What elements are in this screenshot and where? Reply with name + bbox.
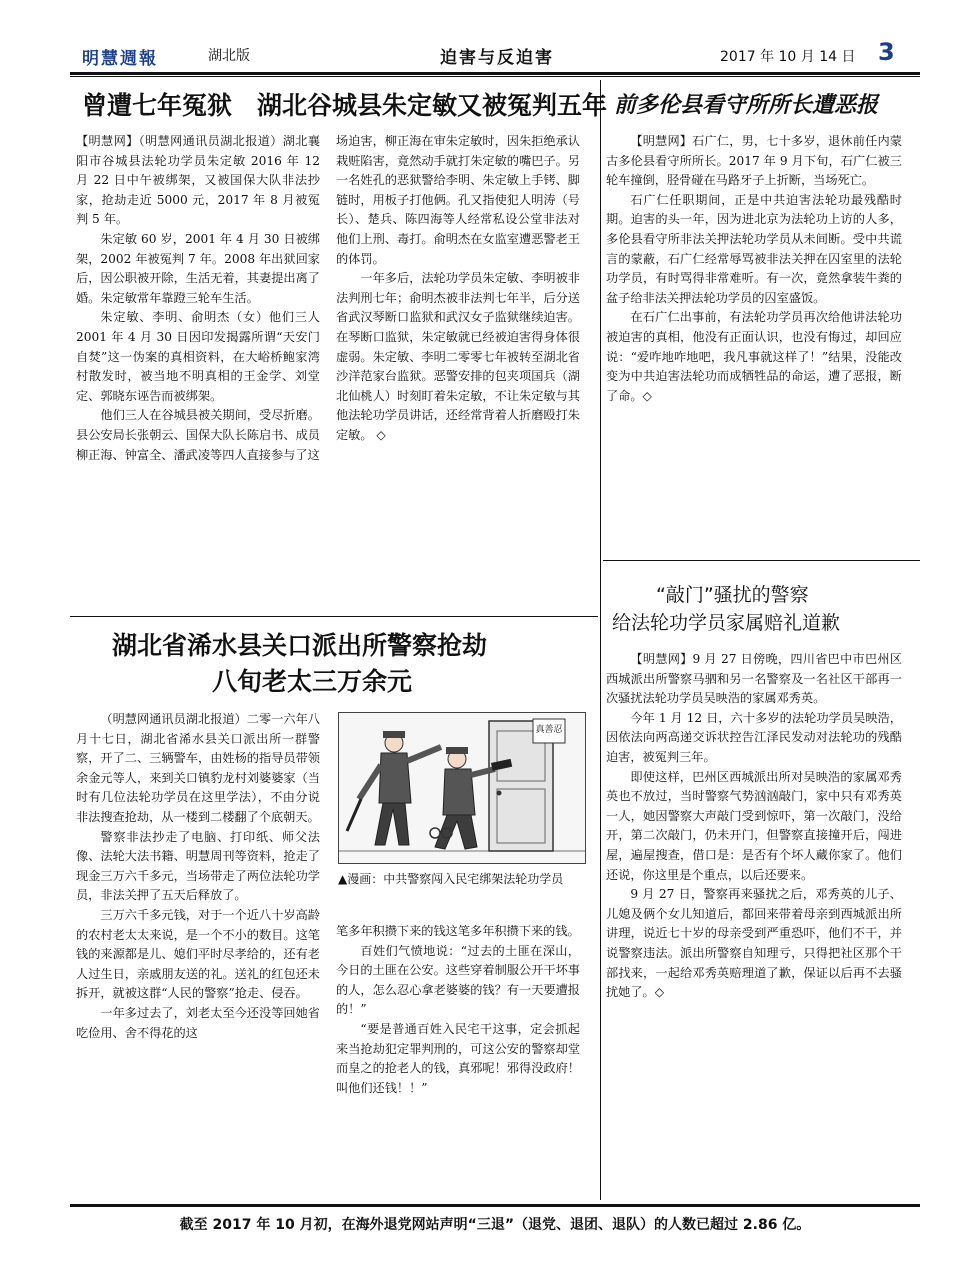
- article1-col2-para: 场迫害，柳正海在审朱定敏时，因朱拒绝承认栽赃陷害，竟然动手就打朱定敏的嘴巴子。另一名姓孔的恶狱警给李明、朱定敏上手铐、脚链时，用板子打他俩。孔又指使犯人明涛（号长）、楚兵、陈四海等人经常私设公堂非法对他们上刑、毒打。俞明杰在女监室遭恶警老王的体罚。: [336, 134, 580, 266]
- page-header: [70, 38, 920, 72]
- article1-title: 曾遭七年冤狱 湖北谷城县朱定敏又被冤判五年: [82, 91, 608, 120]
- header-rule-thin: [70, 76, 920, 77]
- column-divider: [600, 80, 601, 1200]
- illustration-caption: ▲漫画：中共警察闯入民宅绑架法轮功学员: [338, 872, 564, 886]
- article1-col2: [336, 132, 580, 446]
- article1-col1: [76, 132, 320, 465]
- article-divider-left: [70, 616, 598, 617]
- footer-notice: 截至 2017 年 10 月初，在海外退党网站声明“三退”（退党、退团、退队）的人数已超过 2.86 亿。: [179, 1217, 811, 1233]
- article3-para: 在石广仁出事前，有法轮功学员再次给他讲法轮功被迫害的真相，他没有正面认识，也没有悔过，却回应说：“爱咋地咋地吧，我凡事就这样了！”结果，没能改变为中共迫害法轮功而成牺牲品的命运，遭了恶报，断了命。◇: [606, 310, 902, 403]
- article2-col1-para: 警察非法抄走了电脑、打印纸、师父法像、法轮大法书籍、明慧周刊等资料，抢走了现金三万六千多元，当场带走了两位法轮功学员，非法关押了五天后释放了。: [76, 829, 320, 903]
- article2-col2-para: 笔多年积攒下来的钱这笔多年积攒下来的钱。: [336, 924, 580, 938]
- article4-para: 9 月 27 日，警察再来骚扰之后，邓秀英的儿子、儿媳及俩个女儿知道后，都回来带着母亲到西城派出所讲理，说近七十岁的母亲受到严重恐吓，他们不干，并说警察违法。派出所警察自知理亏，只得把社区那个干部找来，一起给邓秀英赔理道了歉，保证以后再不去骚扰她了。◇: [606, 887, 902, 1000]
- article-divider-right: [603, 560, 920, 561]
- police-raid-cartoon-icon: [339, 713, 585, 863]
- article2-col1-para: 一年多过去了，刘老太至今还没等回她省吃俭用、舍不得花的这: [76, 1005, 320, 1040]
- article4-title-line1: “敲门”骚扰的警察: [656, 584, 809, 606]
- article4-para: 即使这样，巴州区西城派出所对吴映浩的家属邓秀英也不放过，当时警察气势汹汹敲门，家中只有邓秀英一人，她因警察大声敲门受到惊吓，第一次敲门，没给开，第二次敲门，仍未开门，但警察直接撞开后，闯进屋，遍屋搜查，借口是：是否有个坏人藏你家了。他们还说，你这里是个重点，以后还要来。: [606, 769, 902, 882]
- article2-title-line1: 湖北省浠水县关口派出所警察抢劫: [112, 631, 488, 660]
- article4-para: 今年 1 月 12 日，六十多岁的法轮功学员吴映浩，因依法向两高递交诉状控告江泽民发动对法轮功的残酷迫害，被冤判三年。: [606, 710, 902, 764]
- article1-col1-para: 【明慧网】（明慧网通讯员湖北报道）湖北襄阳市谷城县法轮功学员朱定敏 2016 年 12 月 22 日中午被绑架，又被国保大队非法抄家，抢劫走近 5000 元，2017 年 8 月被冤判 5 年。: [76, 134, 320, 227]
- article1-col1-para: 朱定敏、李明、俞明杰（女）他们三人 2001 年 4 月 30 日因印发揭露所谓“天安门自焚”这一伪案的真相资料，在大峪桥鲍家湾村散发时，被当地不明真相的王金学、刘堂定、郭晓东诬告而被绑架。: [76, 310, 320, 403]
- edition-label: 湖北版: [208, 48, 250, 64]
- article1-col1-para: 朱定敏 60 岁，2001 年 4 月 30 日被绑架，2002 年被冤判 7 年。2008 年出狱回家后，因公职被开除，生活无着，其妻提出离了婚。朱定敏常年靠蹬三轮车生活。: [76, 231, 320, 305]
- article2-col2: [336, 922, 580, 1098]
- illustration-sign-text: 真善忍: [535, 725, 563, 735]
- article2-title-line2: 八旬老太三万余元: [212, 667, 413, 696]
- article3-body: [606, 132, 902, 406]
- article2-col1-para: （明慧网通讯员湖北报道）二零一六年八月十七日，湖北省浠水县关口派出所一群警察，开了二、三辆警车，由姓杨的指导员带领余金元等人，来到关口镇豹龙村刘婆婆家（当时有几位法轮功学员在这里学法），不由分说非法搜查抢劫，从一楼到二楼翻了个底朝天。: [76, 712, 320, 824]
- article2-col2-para: 百姓们气愤地说：“过去的土匪在深山，今日的土匪在公安。这些穿着制服公开干坏事的人，怎么忍心拿老婆婆的钱？有一天要遭报的！”: [336, 943, 580, 1017]
- police-raid-illustration: [338, 712, 586, 864]
- article3-title: 前多伦县看守所所长遭恶报: [614, 93, 879, 118]
- article1-col1-para: 他们三人在谷城县被关期间，受尽折磨。县公安局长张朝云、国保大队长陈启书、成员柳正海、钟富全、潘武凌等四人直接参与了这: [76, 408, 320, 462]
- article1-col2-para: 一年多后，法轮功学员朱定敏、李明被非法判刑七年；俞明杰被非法判七年半，后分送省武汉琴断口监狱和武汉女子监狱继续迫害。在琴断口监狱，朱定敏就已经被迫害得身体很虚弱。朱定敏、李明二零零七年被转至湖北省沙洋范家台监狱。恶警安排的包夹项国兵（湖北仙桃人）时刻盯着朱定敏，不让朱定敏与其他法轮功学员讲话，还经常背着人折磨殴打朱定敏。 ◇: [336, 271, 580, 442]
- page-number: 3: [878, 38, 895, 66]
- footer-rule: [70, 1204, 920, 1207]
- article3-para: 石广仁任职期间，正是中共迫害法轮功最残酷时期。迫害的头一年，因为进北京为法轮功上访的人多，多伦县看守所非法关押法轮功学员从未间断。受中共谎言的蒙蔽，石广仁经常辱骂被非法关押在囚室里的法轮功学员，有时骂得非常难听。有一次，竟然拿装牛粪的盆子给非法关押法轮功学员的囚室盛饭。: [606, 192, 902, 305]
- section-title: 迫害与反迫害: [440, 48, 554, 68]
- article4-para: 【明慧网】9 月 27 日傍晚，四川省巴中市巴州区西城派出所警察马驷和另一名警察及一名社区干部再一次骚扰法轮功学员吴映浩的家属邓秀英。: [606, 652, 902, 706]
- article2-col1: [76, 710, 320, 1043]
- article3-para: 【明慧网】石广仁，男，七十多岁，退休前任内蒙古多伦县看守所所长。2017 年 9 月下旬，石广仁被三轮车撞倒，胫骨碰在马路牙子上折断，当场死亡。: [606, 134, 902, 188]
- masthead: 明慧週報: [82, 49, 158, 69]
- article4-title-line2: 给法轮功学员家属赔礼道歉: [612, 612, 841, 634]
- article2-col1-para: 三万六千多元钱，对于一个近八十岁高龄的农村老太太来说，是一个不小的数目。这笔钱的来源都是儿、媳们平时尽孝给的，还有老人过生日，亲戚朋友送的礼。送礼的红包还未拆开，就被这群“人民的警察”抢走、侵吞。: [76, 907, 320, 1001]
- article4-body: [606, 650, 902, 1003]
- header-rule: [70, 72, 920, 75]
- issue-date: 2017 年 10 月 14 日: [720, 49, 856, 65]
- article2-col2-para: “要是普通百姓入民宅干这事，定会抓起来当抢劫犯定罪判刑的，可这公安的警察却堂而皇之的抢老人的钱，真邪呢！邪得没政府！叫他们还钱！！”: [336, 1021, 580, 1095]
